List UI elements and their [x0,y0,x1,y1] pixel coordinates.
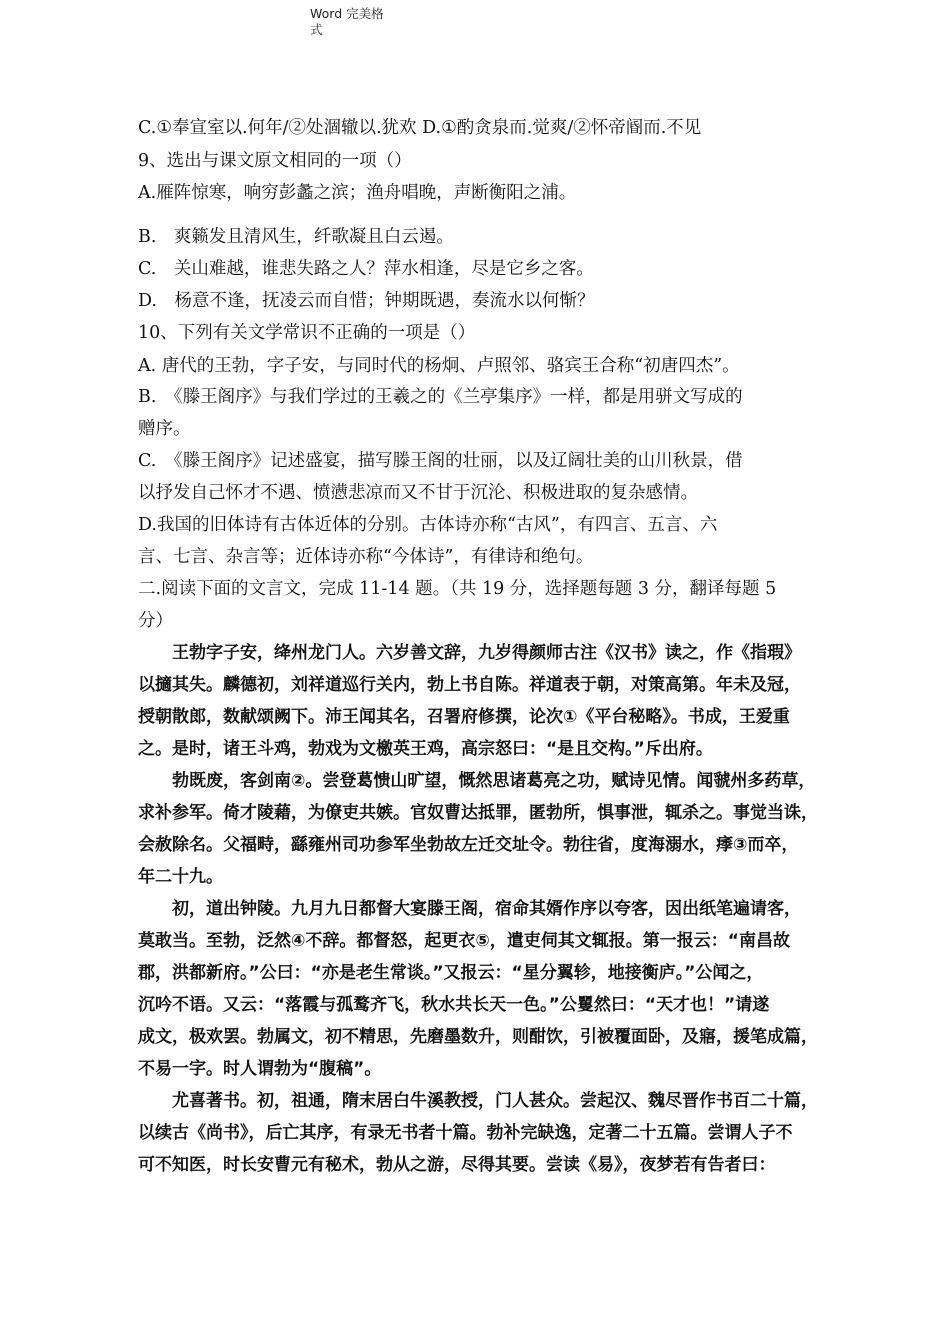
option-line-c-d: C.①奉宣室以.何年/②处涸辙以.犹欢 D.①酌贪泉而.觉爽/②怀帝阍而.不见 [138,118,702,138]
question-10: 10、下列有关文学常识不正确的一项是（） [138,323,476,343]
passage-line: 以续古《尚书》，后亡其序，有录无书者十篇。勃补完缺逸，定著二十五篇。尝谓人子不 [138,1123,793,1143]
question-9: 9、选出与课文原文相同的一项（） [138,151,412,171]
passage-line: 郡，洪都新府。”公曰：“亦是老生常谈。”又报云：“星分翼轸，地接衡庐。”公闻之， [138,963,764,983]
question-9-option-a: A.雁阵惊寒，响穷彭蠡之滨；渔舟唱晚，声断衡阳之浦。 [138,183,577,203]
header-line-2: 式 [310,22,323,37]
question-10-option-d: D.我国的旧体诗有古体近体的分别。古体诗亦称“古风”，有四言、五言、六 [138,515,718,535]
passage-line: 会赦除名。父福畤，繇雍州司功参军坐勃故左迁交址令。勃往省，度海溺水，痵③而卒， [138,835,799,855]
passage-line: 初，道出钟陵。九月九日都督大宴滕王阁，宿命其婿作序以夸客，因出纸笔遍请客， [138,899,801,919]
passage-line: 求补参军。倚才陵藉，为僚吏共嫉。官奴曹达抵罪，匿勃所，惧事泄，辄杀之。事觉当诛， [138,803,818,823]
section-two-heading: 二.阅读下面的文言文，完成 11-14 题。（共 19 分，选择题每题 3 分，翻译每题 5 [138,579,777,599]
question-9-option-d: D. 杨意不逢，抚凌云而自惜；钟期既遇，奏流水以何惭？ [138,291,595,311]
passage-line: 王勃字子安，绛州龙门人。六岁善文辞，九岁得颜师古注《汉书》读之，作《指瑕》 [138,643,801,663]
question-10-option-b-cont: 赠序。 [138,419,191,439]
passage-line: 之。是时，诸王斗鸡，勃戏为文檄英王鸡，高宗怒曰：“是且交构。”斥出府。 [138,739,713,759]
question-10-option-c-cont: 以抒发自己怀才不遇、愤懑悲凉而又不甘于沉沦、积极进取的复杂感情。 [138,483,698,503]
passage-line: 莫敢当。至勃，泛然④不辞。都督怒，起更衣⑤，遣吏伺其文辄报。第一报云：“南昌故 [138,931,790,951]
header-line-1: Word 完美格 [310,6,384,21]
page-header [310,6,390,38]
question-10-option-c: C. 《滕王阁序》记述盛宴，描写滕王阁的壮丽，以及辽阔壮美的山川秋景，借 [138,451,743,471]
question-10-option-d-cont: 言、七言、杂言等；近体诗亦称“今体诗”，有律诗和绝句。 [138,547,594,567]
question-10-option-a: A. 唐代的王勃，字子安，与同时代的杨炯、卢照邻、骆宾王合称“初唐四杰”。 [138,356,740,376]
passage-line: 以擿其失。麟德初，刘祥道巡行关内，勃上书自陈。祥道表于朝，对策高第。年未及冠， [138,675,801,695]
question-9-option-b: B. 爽籁发且清风生，纤歌凝且白云遏。 [138,227,454,247]
passage-line: 年二十九。 [138,867,223,887]
passage-line: 沉吟不语。又云：“落霞与孤鹜齐飞，秋水共长天一色。”公矍然曰：“天才也！”请遂 [138,995,770,1015]
passage-line: 可不知医，时长安曹元有秘术，勃从之游，尽得其要。尝读《易》，夜梦若有告者曰： [138,1155,776,1175]
question-9-option-c: C. 关山难越，谁悲失路之人？萍水相逢，尽是它乡之客。 [138,259,594,279]
question-10-option-b: B. 《滕王阁序》与我们学过的王羲之的《兰亭集序》一样，都是用骈文写成的 [138,387,743,407]
passage-line: 授朝散郎，数献颂阙下。沛王闻其名，召署府修撰，论次①《平台秘略》。书成，王爱重 [138,707,790,727]
passage-line: 尤喜著书。初，祖通，隋末居白牛溪教授，门人甚众。尝起汉、魏尽晋作书百二十篇， [138,1091,818,1111]
passage-line: 不易一字。时人谓勃为“腹稿”。 [138,1059,382,1079]
passage-line: 成文，极欢罢。勃属文，初不精思，先磨墨数升，则酣饮，引被覆面卧，及寤，援笔成篇， [138,1027,818,1047]
passage-line: 勃既废，客剑南②。尝登葛愦山旷望，慨然思诸葛亮之功，赋诗见情。闻虢州多药草， [138,771,816,791]
section-two-heading-cont: 分） [138,611,173,631]
